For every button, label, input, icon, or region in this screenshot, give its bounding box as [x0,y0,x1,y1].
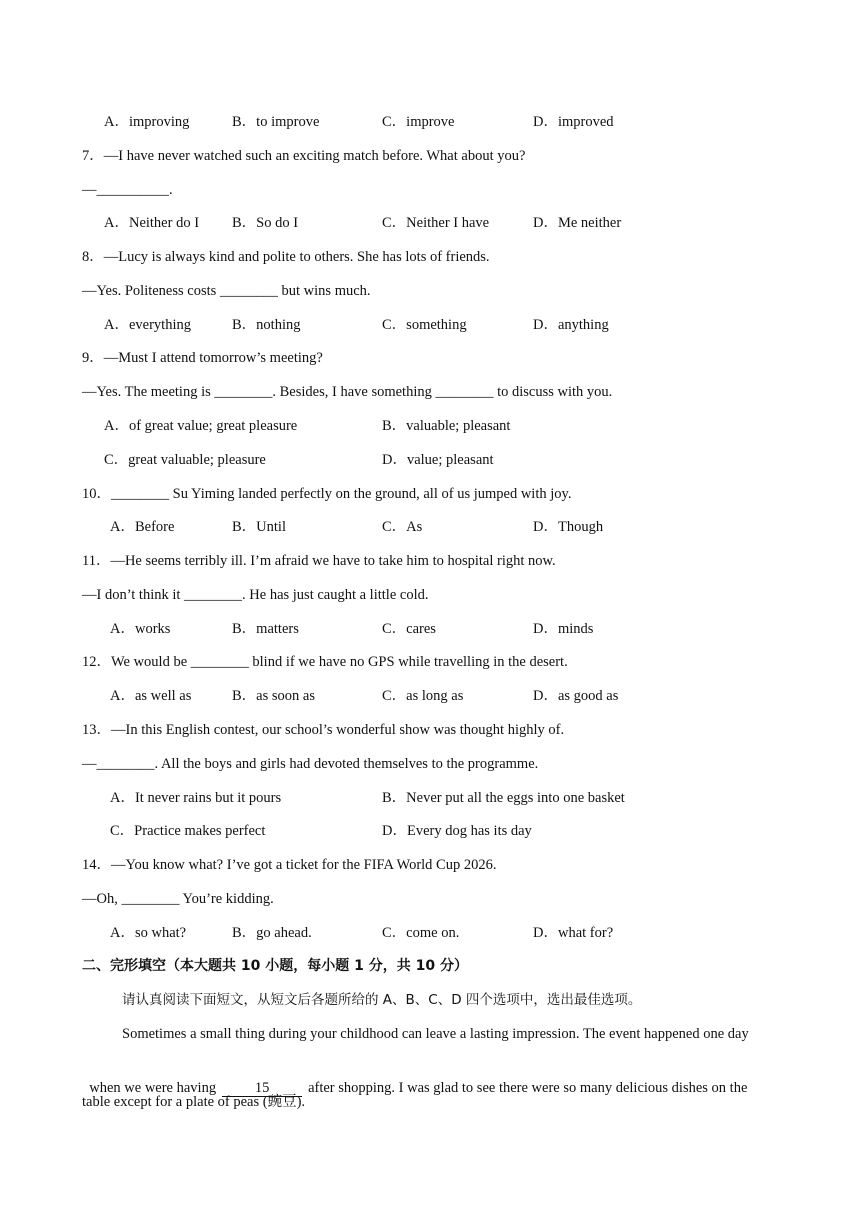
q12-option-a: A．as well as [110,688,192,704]
q13-option-d: D．Every dog has its day [382,823,532,839]
q8-reply: —Yes. Politeness costs ________ but wins much. [82,283,371,299]
q10-stem: 10．________ Su Yiming landed perfectly on the ground, all of us jumped with joy. [82,486,572,502]
q13-option-c: C．Practice makes perfect [110,823,266,839]
q6-option-d: D．improved [533,114,614,130]
q13-stem: 13．—In this English contest, our school’s wonderful show was thought highly of. [82,722,565,738]
blank-15: 15 [222,1080,302,1097]
q8-option-a: A．everything [104,317,191,333]
q14-reply: —Oh, ________ You’re kidding. [82,891,274,907]
q7-option-d: D．Me neither [533,215,622,231]
q13-option-a: A．It never rains but it pours [110,790,282,806]
q14-stem: 14．—You know what? I’ve got a ticket for the FIFA World Cup 2026. [82,857,497,873]
q6-option-a: A．improving [104,114,190,130]
q14-option-b: B．go ahead. [232,925,312,941]
q7-stem: 7．—I have never watched such an exciting match before. What about you? [82,148,526,164]
q6-option-c: C．improve [382,114,455,130]
q12-option-b: B．as soon as [232,688,315,704]
q8-option-c: C．something [382,317,467,333]
q9-option-b: B．valuable; pleasant [382,418,511,434]
section-heading: 二、完形填空（本大题共 10 小题，每小题 1 分，共 10 分） [82,958,468,974]
q11-option-b: B．matters [232,621,299,637]
q9-option-d: D．value; pleasant [382,452,494,468]
q7-option-a: A．Neither do I [104,215,200,231]
q14-option-c: C．come on. [382,925,460,941]
q8-stem: 8．—Lucy is always kind and polite to others. She has lots of friends. [82,249,490,265]
q7-reply: —__________. [82,182,173,198]
q9-option-a: A．of great value; great pleasure [104,418,298,434]
q10-option-c: C．As [382,519,423,535]
passage-line-3: table except for a plate of peas (豌豆). [82,1094,306,1110]
q11-reply: —I don’t think it ________. He has just caught a little cold. [82,587,429,603]
q13-option-b: B．Never put all the eggs into one basket [382,790,625,806]
q11-option-c: C．cares [382,621,436,637]
q12-option-d: D．as good as [533,688,619,704]
q10-option-b: B．Until [232,519,286,535]
passage-text-before-blank: when we were having [89,1080,217,1096]
q8-option-d: D．anything [533,317,609,333]
q9-stem: 9．—Must I attend tomorrow’s meeting? [82,350,323,366]
q10-option-a: A．Before [110,519,175,535]
q11-stem: 11．—He seems terribly ill. I’m afraid we have to take him to hospital right now. [82,553,556,569]
passage-line-1: Sometimes a small thing during your childhood can leave a lasting impression. The event happened one day [122,1026,749,1042]
q14-option-a: A．so what? [110,925,187,941]
q12-option-c: C．as long as [382,688,464,704]
q9-option-c: C．great valuable; pleasure [104,452,266,468]
q12-stem: 12．We would be ________ blind if we have no GPS while travelling in the desert. [82,654,568,670]
q8-option-b: B．nothing [232,317,301,333]
q13-reply: —________. All the boys and girls had devoted themselves to the programme. [82,756,539,772]
q6-option-b: B．to improve [232,114,320,130]
q7-option-b: B．So do I [232,215,299,231]
q14-option-d: D．what for? [533,925,614,941]
q11-option-d: D．minds [533,621,594,637]
q7-option-c: C．Neither I have [382,215,490,231]
passage-text-after-blank: after shopping. I was glad to see there were so many delicious dishes on the [308,1080,748,1096]
q11-option-a: A．works [110,621,171,637]
section-instruction: 请认真阅读下面短文，从短文后各题所给的 A、B、C、D 四个选项中，选出最佳选项。 [122,992,642,1008]
q10-option-d: D．Though [533,519,604,535]
q9-reply: —Yes. The meeting is ________. Besides, I have something ________ to discuss with you. [82,384,613,400]
